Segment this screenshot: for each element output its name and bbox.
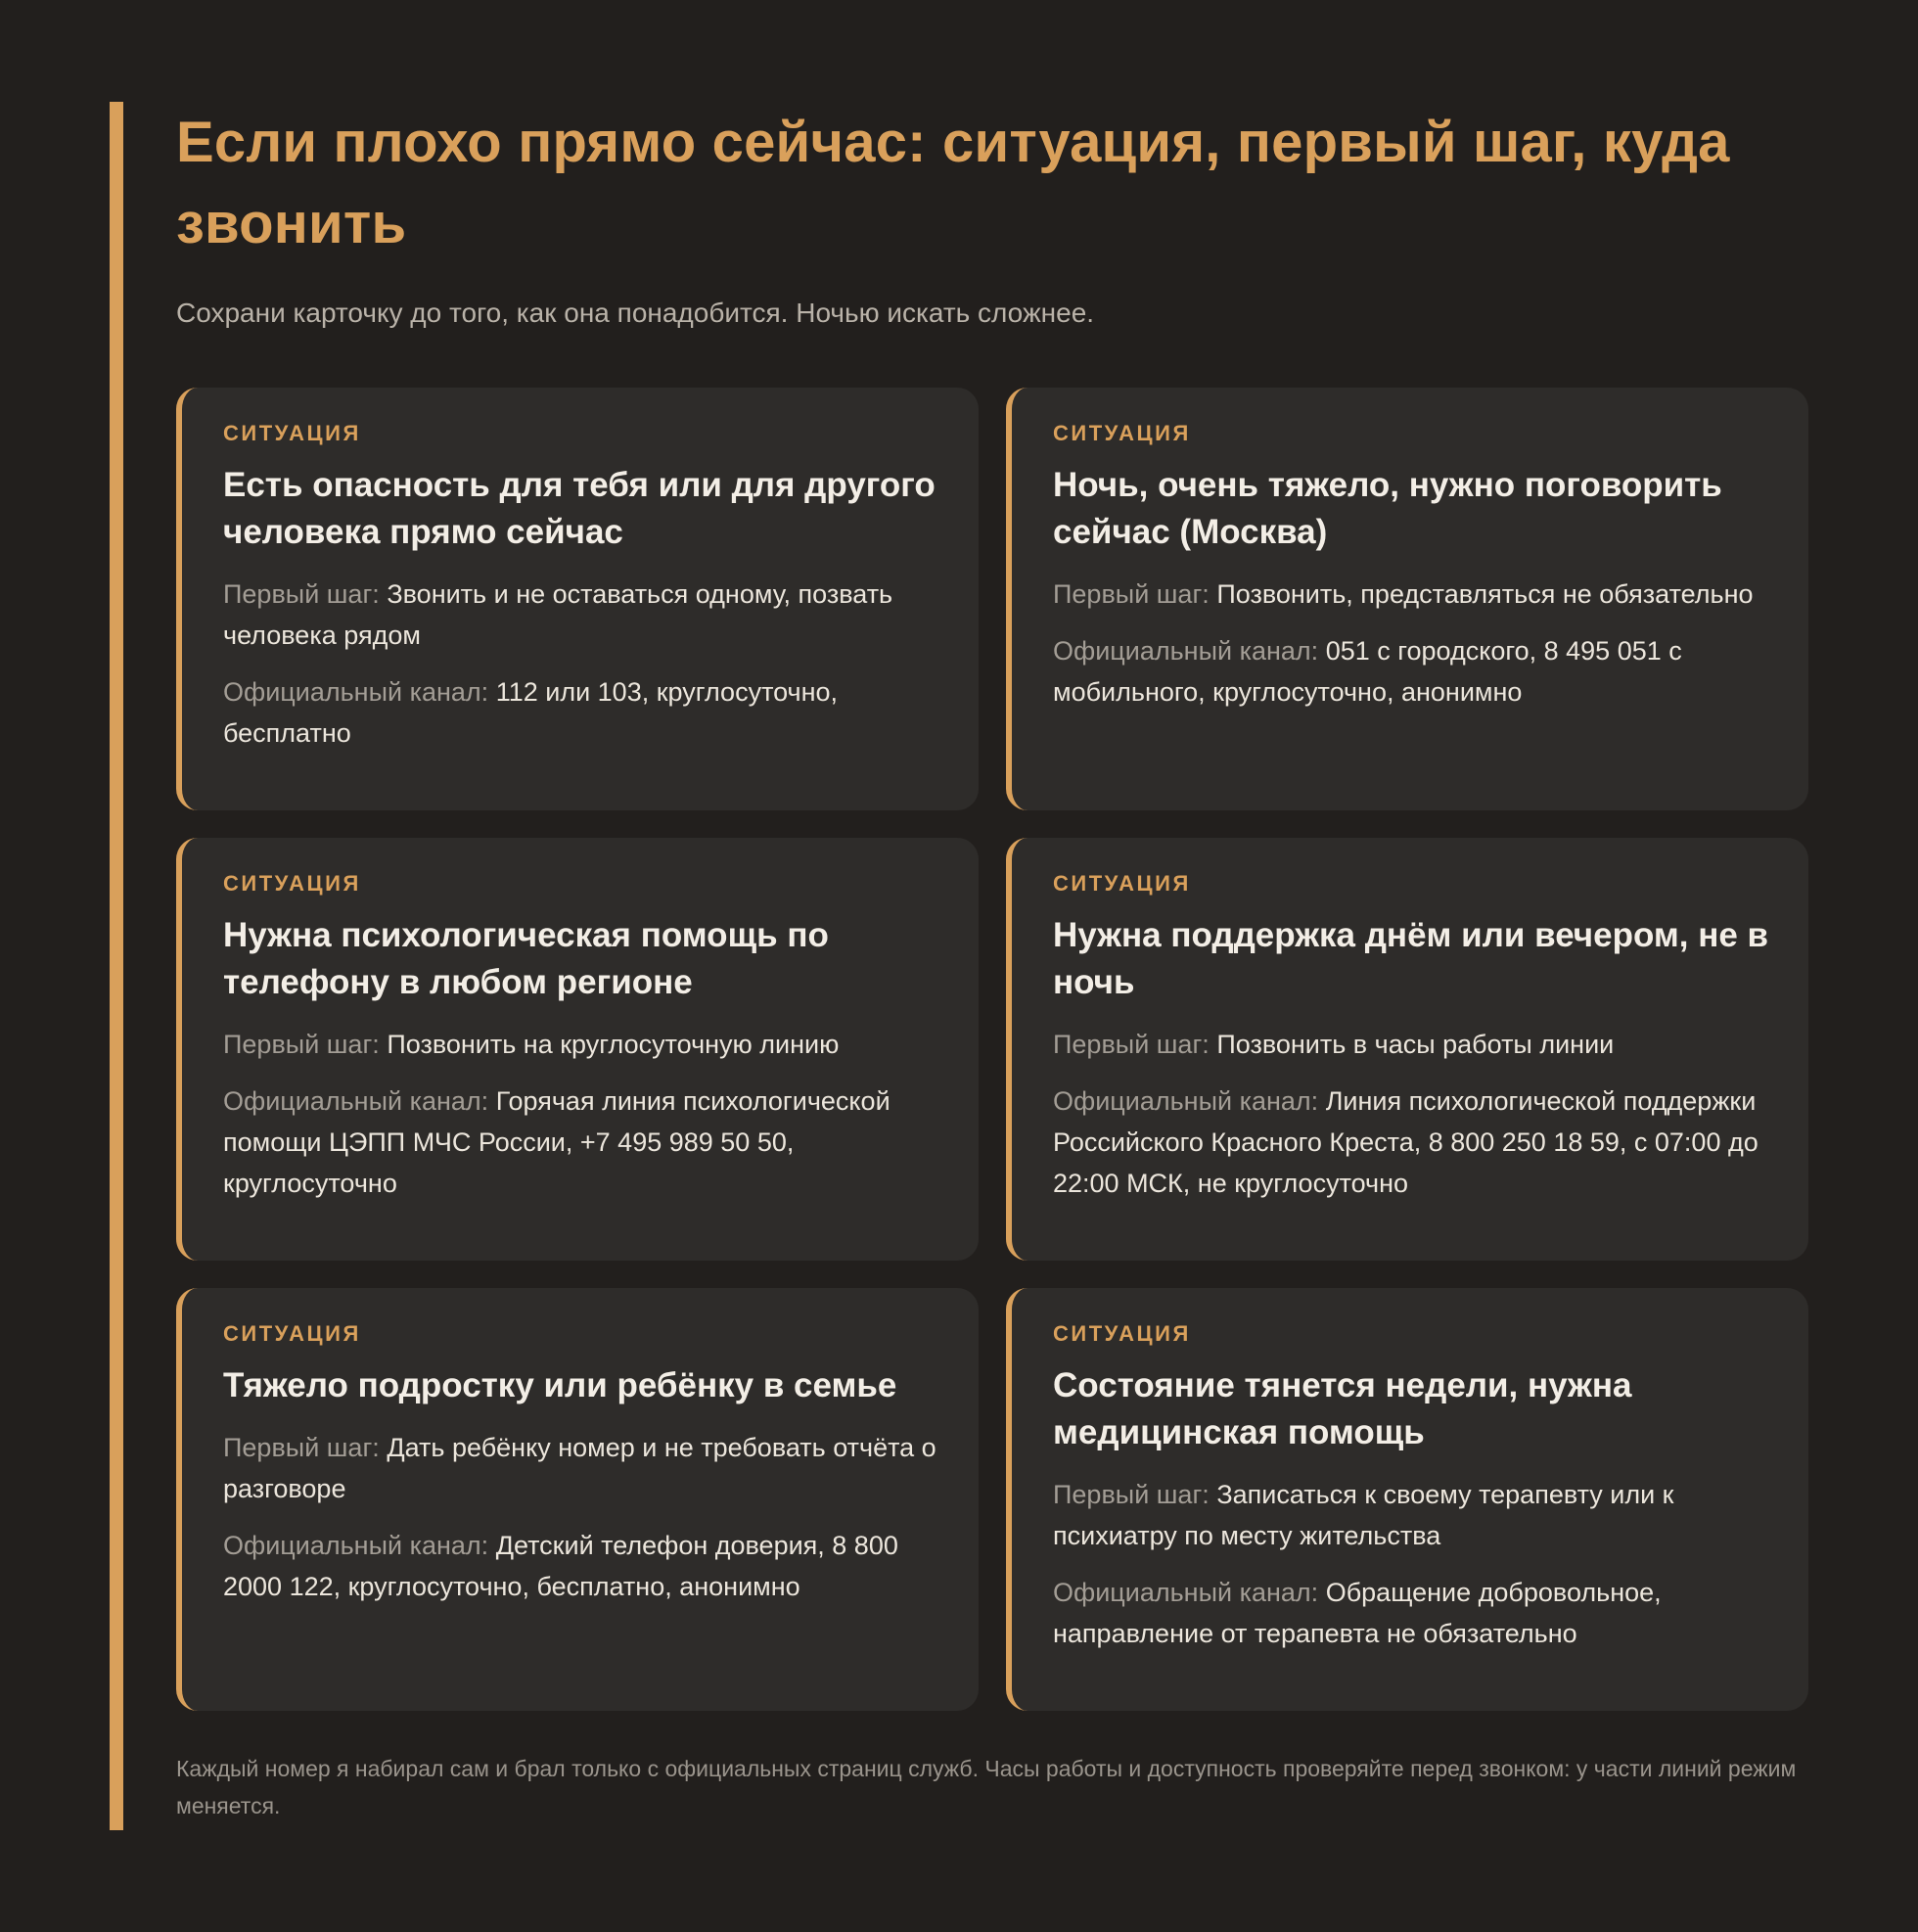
card-official-channel <box>1053 630 1769 713</box>
official-channel-label: Официальный канал: <box>223 677 489 707</box>
card-title: Состояние тянется недели, нужна медицинская помощь <box>1053 1366 1632 1451</box>
official-channel-text: Обращение добровольное, направление от терапевта не обязательно <box>1053 1578 1662 1648</box>
card-tag: СИТУАЦИЯ <box>223 871 361 896</box>
page-title: Если плохо прямо сейчас: ситуация, первый шаг, куда звонить <box>176 111 1730 255</box>
first-step-label: Первый шаг: <box>223 1433 380 1462</box>
first-step-label: Первый шаг: <box>223 579 380 609</box>
first-step-text: Дать ребёнку номер и не требовать отчёта о разговоре <box>223 1433 936 1503</box>
official-channel-text: 051 с городского, 8 495 051 с мобильного, круглосуточно, анонимно <box>1053 636 1682 707</box>
situation-card <box>1006 838 1808 1261</box>
card-official-channel <box>1053 1572 1769 1654</box>
card-official-channel <box>223 1525 939 1607</box>
official-channel-text: 112 или 103, круглосуточно, бесплатно <box>223 677 839 748</box>
card-first-step <box>223 574 939 656</box>
card-tag: СИТУАЦИЯ <box>223 421 361 445</box>
official-channel-label: Официальный канал: <box>223 1086 489 1116</box>
card-first-step <box>1053 1474 1769 1556</box>
first-step-label: Первый шаг: <box>1053 1030 1210 1059</box>
card-first-step <box>223 1427 939 1509</box>
card-first-step <box>223 1024 939 1065</box>
card-tag: СИТУАЦИЯ <box>1053 871 1191 896</box>
card-title: Ночь, очень тяжело, нужно поговорить сейчас (Москва) <box>1053 466 1722 551</box>
first-step-label: Первый шаг: <box>1053 1480 1210 1509</box>
card-tag: СИТУАЦИЯ <box>1053 1321 1191 1346</box>
crisis-section <box>110 102 1808 1830</box>
official-channel-text: Линия психологической поддержки Российского Красного Креста, 8 800 250 18 59, с 07:00 до 22:00 МСК, не круглосуточно <box>1053 1086 1758 1198</box>
card-title: Есть опасность для тебя или для другого человека прямо сейчас <box>223 466 936 551</box>
card-title: Нужна психологическая помощь по телефону в любом регионе <box>223 916 829 1001</box>
footnote: Каждый номер я набирал сам и брал только с официальных страниц служб. Часы работы и доступность проверяйте перед звонком: у части линий режим меняется. <box>176 1756 1797 1818</box>
first-step-text: Записаться к своему терапевту или к психиатру по месту жительства <box>1053 1480 1674 1550</box>
first-step-text: Позвонить в часы работы линии <box>1216 1030 1615 1059</box>
official-channel-label: Официальный канал: <box>1053 1086 1319 1116</box>
page-subtitle: Сохрани карточку до того, как она понадобится. Ночью искать сложнее. <box>176 298 1095 328</box>
card-official-channel <box>1053 1081 1769 1204</box>
card-title: Нужна поддержка днём или вечером, не в ночь <box>1053 916 1769 1001</box>
situation-card <box>1006 1288 1808 1711</box>
card-tag: СИТУАЦИЯ <box>223 1321 361 1346</box>
card-first-step <box>1053 1024 1769 1065</box>
situation-card <box>176 1288 979 1711</box>
official-channel-text: Детский телефон доверия, 8 800 2000 122, круглосуточно, бесплатно, анонимно <box>223 1531 898 1601</box>
card-tag: СИТУАЦИЯ <box>1053 421 1191 445</box>
card-official-channel <box>223 671 939 754</box>
official-channel-label: Официальный канал: <box>223 1531 489 1560</box>
situation-cards-grid <box>176 388 1808 1711</box>
first-step-text: Звонить и не оставаться одному, позвать человека рядом <box>223 579 893 650</box>
first-step-text: Позвонить на круглосуточную линию <box>387 1030 840 1059</box>
card-title: Тяжело подростку или ребёнку в семье <box>223 1366 897 1404</box>
official-channel-text: Горячая линия психологической помощи ЦЭПП МЧС России, +7 495 989 50 50, круглосуточно <box>223 1086 890 1198</box>
situation-card <box>176 838 979 1261</box>
official-channel-label: Официальный канал: <box>1053 1578 1319 1607</box>
first-step-text: Позвонить, представляться не обязательно <box>1216 579 1754 609</box>
situation-card <box>1006 388 1808 810</box>
card-official-channel <box>223 1081 939 1204</box>
situation-card <box>176 388 979 810</box>
card-first-step <box>1053 574 1769 615</box>
first-step-label: Первый шаг: <box>223 1030 380 1059</box>
first-step-label: Первый шаг: <box>1053 579 1210 609</box>
official-channel-label: Официальный канал: <box>1053 636 1319 666</box>
